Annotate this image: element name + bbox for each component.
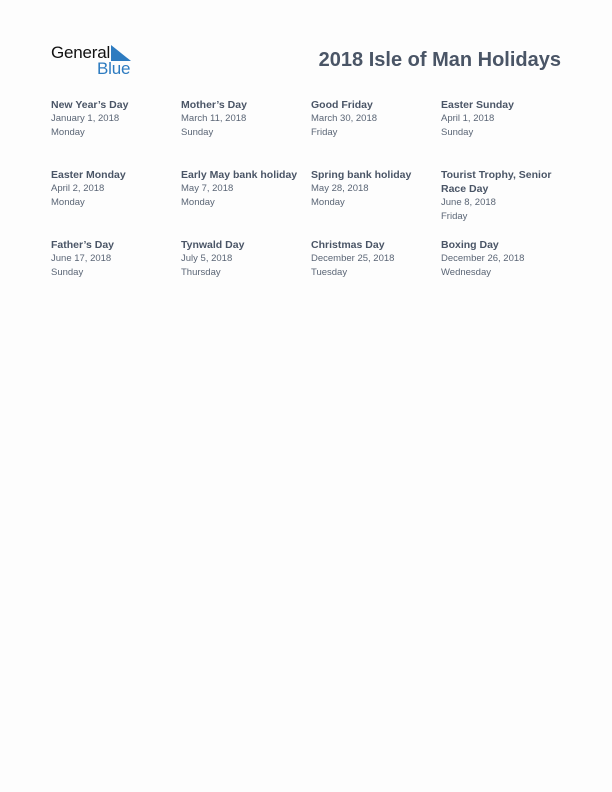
holiday-name: Boxing Day [441, 239, 499, 251]
holiday-date: June 8, 2018 [441, 197, 496, 208]
holiday-entry [51, 168, 181, 238]
holiday-date: June 17, 2018 [51, 253, 112, 264]
holiday-name: New Year’s Day [51, 99, 129, 111]
holiday-date: April 1, 2018 [441, 113, 495, 124]
logo-word-blue: Blue [97, 59, 131, 78]
holiday-entry [51, 98, 181, 168]
holiday-date: March 11, 2018 [181, 113, 247, 124]
generalblue-logo [51, 43, 136, 79]
holiday-grid [51, 98, 571, 308]
holiday-entry [311, 98, 441, 168]
logo-word-general: General [51, 43, 111, 62]
holiday-weekday: Monday [181, 197, 215, 208]
holiday-weekday: Friday [441, 211, 468, 222]
holiday-weekday: Friday [311, 127, 338, 138]
holiday-entry [441, 238, 571, 308]
holiday-entry [181, 168, 311, 238]
holiday-entry [441, 98, 571, 168]
holiday-entry [181, 98, 311, 168]
holiday-weekday: Sunday [51, 267, 84, 278]
holiday-weekday: Wednesday [441, 267, 491, 278]
holiday-date: December 26, 2018 [441, 253, 525, 264]
holiday-name: Tynwald Day [181, 239, 245, 251]
holiday-name: Father’s Day [51, 239, 115, 251]
holiday-entry [311, 168, 441, 238]
holiday-name: Easter Monday [51, 169, 126, 181]
holiday-name: Early May bank holiday [181, 169, 298, 181]
holiday-date: December 25, 2018 [311, 253, 395, 264]
holiday-date: July 5, 2018 [181, 253, 233, 264]
holiday-weekday: Monday [311, 197, 345, 208]
holiday-date: April 2, 2018 [51, 183, 105, 194]
holiday-date: May 28, 2018 [311, 183, 369, 194]
page-title: 2018 Isle of Man Holidays [318, 49, 561, 71]
holiday-name: Good Friday [311, 99, 373, 111]
holiday-weekday: Monday [51, 197, 85, 208]
holiday-name: Mother’s Day [181, 99, 247, 111]
holiday-name: Spring bank holiday [311, 169, 412, 181]
holiday-weekday: Thursday [181, 267, 221, 278]
holiday-name: Tourist Trophy, Senior Race Day [441, 169, 552, 195]
holiday-weekday: Sunday [441, 127, 474, 138]
holiday-name: Christmas Day [311, 239, 385, 251]
holiday-name: Easter Sunday [441, 99, 514, 111]
holiday-weekday: Monday [51, 127, 85, 138]
holiday-weekday: Tuesday [311, 267, 348, 278]
holiday-entry [441, 168, 571, 238]
holiday-date: March 30, 2018 [311, 113, 378, 124]
holiday-date: January 1, 2018 [51, 113, 120, 124]
holiday-entry [51, 238, 181, 308]
holiday-weekday: Sunday [181, 127, 214, 138]
holiday-entry [311, 238, 441, 308]
holiday-date: May 7, 2018 [181, 183, 234, 194]
holiday-entry [181, 238, 311, 308]
